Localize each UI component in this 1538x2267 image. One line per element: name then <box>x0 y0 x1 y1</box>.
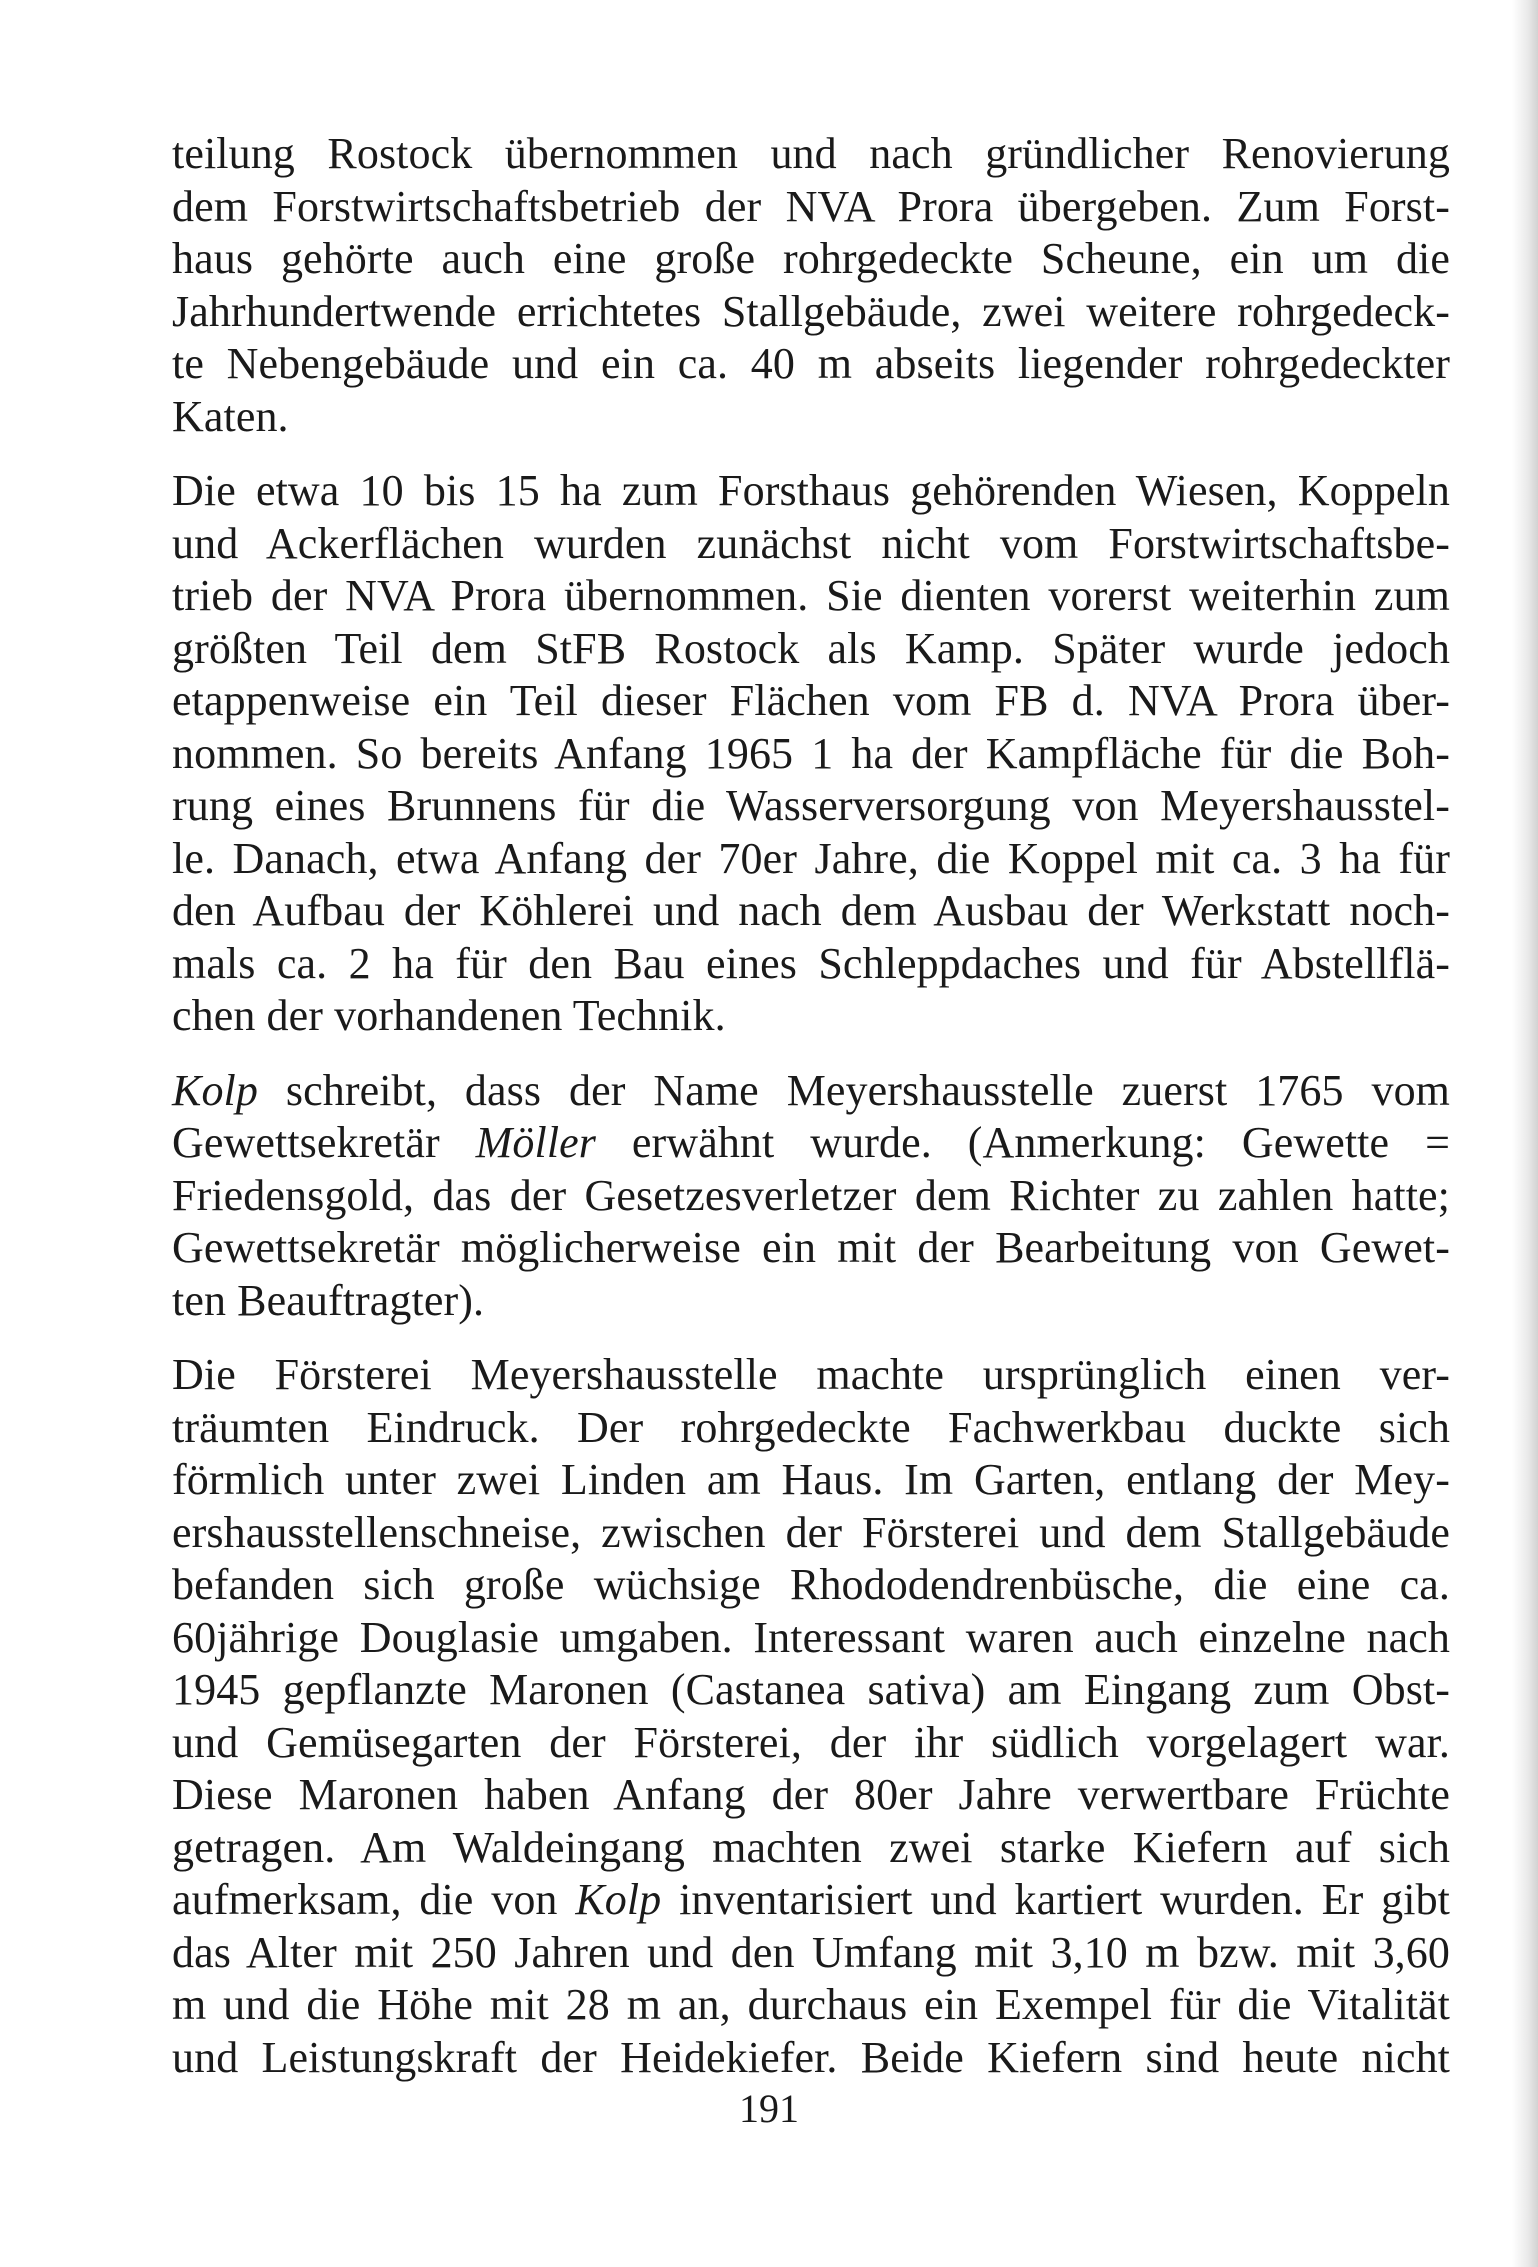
text-line: teilung Rostock übernommen und nach gründlicher Renovierung <box>172 129 1450 178</box>
text-line: den Aufbau der Köhlerei und nach dem Ausbau der Werkstatt noch- <box>172 886 1450 935</box>
text-line: das Alter mit 250 Jahren und den Umfang mit 3,10 m bzw. mit 3,60 <box>172 1927 1450 1977</box>
italic-name: Kolp <box>172 1065 258 1115</box>
text-line: aufmerksam, die von Kolp inventarisiert und kartiert wurden. Er gibt <box>172 1875 1450 1924</box>
text-line: Katen. <box>172 391 289 441</box>
text-line: 1945 gepflanzte Maronen (Castanea sativa) am Eingang zum Obst- <box>172 1665 1450 1714</box>
text-line: Diese Maronen haben Anfang der 80er Jahre verwertbare Früchte <box>172 1770 1450 1819</box>
paragraph <box>172 1349 1450 2084</box>
text-line: größten Teil dem StFB Rostock als Kamp. Später wurde jedoch <box>172 623 1450 673</box>
text-line: Die etwa 10 bis 15 ha zum Forsthaus gehörenden Wiesen, Koppeln <box>172 466 1450 515</box>
text-line: ten Beauftragter). <box>172 1275 485 1325</box>
paragraph <box>172 1065 1450 1328</box>
text-line: getragen. Am Waldeingang machten zwei starke Kiefern auf sich <box>172 1822 1450 1872</box>
text-line: Gewettsekretär möglicherweise ein mit der Bearbeitung von Gewet- <box>172 1223 1450 1272</box>
text-line: ershausstellenschneise, zwischen der Försterei und dem Stallgebäude <box>172 1507 1450 1557</box>
text-line: trieb der NVA Prora übernommen. Sie dienten vorerst weiterhin zum <box>172 571 1450 620</box>
italic-name: Kolp <box>575 1875 662 1924</box>
paragraph <box>172 128 1450 443</box>
text-line: haus gehörte auch eine große rohrgedeckte Scheune, ein um die <box>172 234 1450 283</box>
text-line: und Gemüsegarten der Försterei, der ihr südlich vorgelagert war. <box>172 1717 1450 1767</box>
body-text <box>172 128 1450 2106</box>
text-line: und Ackerflächen wurden zunächst nicht vom Forstwirtschaftsbe- <box>172 518 1450 568</box>
text-line: dem Forstwirtschaftsbetrieb der NVA Prora übergeben. Zum Forst- <box>172 181 1450 231</box>
scan-edge-shadow <box>1512 0 1538 2267</box>
text-line: nommen. So bereits Anfang 1965 1 ha der Kampfläche für die Boh- <box>172 728 1450 778</box>
text-line: le. Danach, etwa Anfang der 70er Jahre, die Koppel mit ca. 3 ha für <box>172 833 1450 883</box>
page-number: 191 <box>739 2086 799 2131</box>
text-line: etappenweise ein Teil dieser Flächen vom FB d. NVA Prora über- <box>172 676 1450 725</box>
text-line: rung eines Brunnens für die Wasserversorgung von Meyershausstel- <box>172 781 1450 830</box>
text-line: 60jährige Douglasie umgaben. Interessant waren auch einzelne nach <box>172 1612 1450 1662</box>
text-line: Friedensgold, das der Gesetzesverletzer dem Richter zu zahlen hatte; <box>172 1170 1450 1220</box>
text-line: m und die Höhe mit 28 m an, durchaus ein Exempel für die Vitalität <box>172 1980 1450 2029</box>
text-line: befanden sich große wüchsige Rhododendrenbüsche, die eine ca. <box>172 1560 1450 1609</box>
text-line: Gewettsekretär Möller erwähnt wurde. (Anmerkung: Gewette = <box>172 1118 1450 1167</box>
text-line: Die Försterei Meyershausstelle machte ursprünglich einen ver- <box>172 1350 1450 1399</box>
text-line: und Leistungskraft der Heidekiefer. Beide Kiefern sind heute nicht <box>172 2032 1450 2082</box>
paragraph <box>172 465 1450 1043</box>
text-line: Jahrhundertwende errichtetes Stallgebäude, zwei weitere rohrgedeck- <box>172 286 1450 336</box>
text-line: Kolp schreibt, dass der Name Meyershausstelle zuerst 1765 vom <box>172 1065 1450 1115</box>
text-line: förmlich unter zwei Linden am Haus. Im Garten, entlang der Mey- <box>172 1455 1450 1504</box>
text-line: te Nebengebäude und ein ca. 40 m abseits liegender rohrgedeckter <box>172 339 1450 388</box>
italic-name: Möller <box>475 1118 596 1167</box>
text-line: träumten Eindruck. Der rohrgedeckte Fachwerkbau duckte sich <box>172 1402 1450 1452</box>
text-line: mals ca. 2 ha für den Bau eines Schleppdaches und für Abstellflä- <box>172 938 1450 988</box>
text-line: chen der vorhandenen Technik. <box>172 991 726 1040</box>
